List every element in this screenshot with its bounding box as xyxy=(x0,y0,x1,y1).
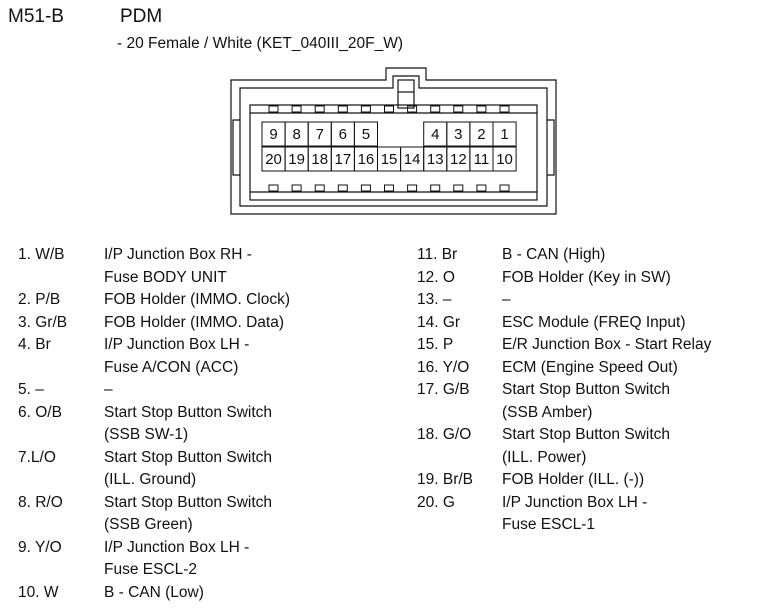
pin-row xyxy=(18,244,290,289)
pin-list-right xyxy=(417,244,711,537)
pin-number: 11 xyxy=(473,151,490,168)
description-line: FOB Holder (IMMO. Clock) xyxy=(104,291,291,308)
connector-subtitle: - 20 Female / White (KET_040III_20F_W) xyxy=(117,35,403,52)
description-line: B - CAN (Low) xyxy=(104,583,204,601)
key-bump xyxy=(385,106,394,112)
pin-number: 6 xyxy=(338,126,348,143)
pin-description xyxy=(502,379,670,424)
pin-row xyxy=(417,424,711,469)
pin-label: 6. O/B xyxy=(18,403,62,421)
pin-description xyxy=(104,379,113,402)
pin-row xyxy=(18,447,290,492)
pin-number: 9 xyxy=(269,126,278,143)
pin-description xyxy=(104,537,249,582)
key-bump xyxy=(477,106,486,112)
pin-label: 7.L/O xyxy=(18,448,56,466)
pin-label: 9. Y/O xyxy=(18,538,62,556)
pin-row xyxy=(417,469,711,492)
pin-description xyxy=(104,244,252,289)
key-bump xyxy=(361,106,370,112)
key-bump xyxy=(500,106,509,112)
pin-description xyxy=(502,244,605,267)
description-line: Fuse BODY UNIT xyxy=(104,268,227,286)
pin-row xyxy=(417,357,711,380)
pin-label: 15. P xyxy=(417,336,454,353)
pin-label: 10. W xyxy=(18,583,59,601)
pin-number: 7 xyxy=(315,126,324,143)
pin-row xyxy=(417,334,711,357)
pin-label: 11. Br xyxy=(417,246,458,263)
key-bump xyxy=(477,185,486,191)
pin-description xyxy=(104,447,272,492)
pin-description xyxy=(502,469,644,492)
pin-label: 3. Gr/B xyxy=(18,313,68,331)
key-bump xyxy=(431,185,440,191)
key-bump xyxy=(385,185,394,191)
pin-number: 8 xyxy=(292,126,301,143)
pin-label: 17. G/B xyxy=(417,381,470,398)
pin-description xyxy=(104,312,284,335)
pin-label: 1. W/B xyxy=(18,246,65,263)
description-line: (ILL. Ground) xyxy=(104,471,197,488)
pin-label: 18. G/O xyxy=(417,426,472,443)
pin-number: 4 xyxy=(431,126,440,143)
description-line: ESC Module (FREQ Input) xyxy=(502,313,686,331)
pin-row xyxy=(18,312,290,335)
description-line: E/R Junction Box - Start Relay xyxy=(502,336,712,353)
key-bump xyxy=(269,185,278,191)
pin-number: 5 xyxy=(361,126,371,143)
pin-description xyxy=(502,312,685,335)
pin-number: 13 xyxy=(426,151,444,168)
pin-number: 3 xyxy=(454,126,463,143)
description-line: I/P Junction Box RH - xyxy=(104,246,252,263)
pin-row xyxy=(417,267,711,290)
pin-label: 8. R/O xyxy=(18,493,63,511)
key-bump xyxy=(361,185,370,191)
pin-number: 10 xyxy=(496,151,513,168)
latch xyxy=(398,80,414,108)
pin-number: 12 xyxy=(450,151,467,168)
pin-label: 13. – xyxy=(417,291,452,308)
key-bump xyxy=(269,106,278,112)
pin-description xyxy=(502,289,511,312)
right-notch xyxy=(547,120,554,175)
pin-label: 14. Gr xyxy=(417,313,461,331)
left-notch xyxy=(233,120,240,175)
key-bump xyxy=(408,106,417,112)
key-bump xyxy=(454,185,463,191)
pin-row xyxy=(18,537,290,582)
description-line: ECM (Engine Speed Out) xyxy=(502,358,678,376)
pin-row xyxy=(417,289,711,312)
description-line: I/P Junction Box LH - xyxy=(104,336,250,353)
description-line: – xyxy=(104,381,113,398)
description-line: Fuse ESCL-1 xyxy=(502,516,596,533)
pin-list-left xyxy=(18,244,290,604)
pin-description xyxy=(502,424,670,469)
pin-number: 14 xyxy=(403,151,421,168)
pin-number: 18 xyxy=(311,151,329,168)
description-line: I/P Junction Box LH - xyxy=(502,493,648,511)
pin-row xyxy=(18,492,290,537)
pin-number: 1 xyxy=(500,126,509,143)
key-bump xyxy=(454,106,463,112)
component-title: PDM xyxy=(120,6,163,27)
description-line: (SSB Green) xyxy=(104,516,193,533)
pin-description xyxy=(502,267,671,290)
description-line: Start Stop Button Switch xyxy=(502,426,671,443)
pin-label: 4. Br xyxy=(18,336,51,353)
key-bump xyxy=(338,185,347,191)
pin-number: 16 xyxy=(357,151,375,168)
description-line: (SSB Amber) xyxy=(502,403,593,421)
description-line: FOB Holder (ILL. (-)) xyxy=(502,471,645,488)
pin-label: 19. Br/B xyxy=(417,471,473,488)
description-line: Fuse A/CON (ACC) xyxy=(104,358,239,376)
pin-row xyxy=(417,492,711,537)
pin-number: 2 xyxy=(477,126,486,143)
pin-description xyxy=(502,357,678,380)
pin-description xyxy=(104,402,272,447)
key-bump xyxy=(338,106,347,112)
description-line: I/P Junction Box LH - xyxy=(104,538,250,556)
connector-code: M51-B xyxy=(8,6,64,27)
pin-grid xyxy=(262,122,516,171)
pin-label: 5. – xyxy=(18,381,44,398)
pin-row xyxy=(417,379,711,424)
pin-label: 12. O xyxy=(417,268,455,286)
key-bump xyxy=(315,185,324,191)
pin-label: 2. P/B xyxy=(18,291,61,308)
pin-row xyxy=(18,289,290,312)
description-line: B - CAN (High) xyxy=(502,246,606,263)
description-line: Start Stop Button Switch xyxy=(104,403,273,421)
pin-number: 20 xyxy=(265,151,282,168)
pin-row xyxy=(18,379,290,402)
description-line: (ILL. Power) xyxy=(502,448,587,466)
key-bump xyxy=(431,106,440,112)
description-line: Start Stop Button Switch xyxy=(104,493,273,511)
description-line: Start Stop Button Switch xyxy=(104,448,273,466)
pin-row xyxy=(417,312,711,335)
description-line: (SSB SW-1) xyxy=(104,426,189,443)
pin-description xyxy=(104,289,290,312)
description-line: FOB Holder (IMMO. Data) xyxy=(104,313,284,331)
pin-description xyxy=(104,582,204,605)
key-bump xyxy=(292,185,301,191)
pin-row xyxy=(18,402,290,447)
pin-description xyxy=(502,334,711,357)
description-line: Start Stop Button Switch xyxy=(502,381,671,398)
pin-description xyxy=(502,492,647,537)
connector-diagram xyxy=(0,0,764,240)
pin-description xyxy=(104,492,272,537)
description-line: – xyxy=(502,291,511,308)
pin-row xyxy=(417,244,711,267)
key-bump xyxy=(500,185,509,191)
pin-number: 17 xyxy=(334,151,352,168)
pin-label: 16. Y/O xyxy=(417,358,470,376)
pin-number: 15 xyxy=(380,151,398,168)
pin-description xyxy=(104,334,249,379)
description-line: FOB Holder (Key in SW) xyxy=(502,268,671,286)
key-bump xyxy=(292,106,301,112)
pin-row xyxy=(18,334,290,379)
pin-label: 20. G xyxy=(417,493,455,511)
pin-number: 19 xyxy=(288,151,305,168)
key-bump xyxy=(315,106,324,112)
description-line: Fuse ESCL-2 xyxy=(104,561,198,578)
pin-row xyxy=(18,582,290,605)
key-bump xyxy=(408,185,417,191)
